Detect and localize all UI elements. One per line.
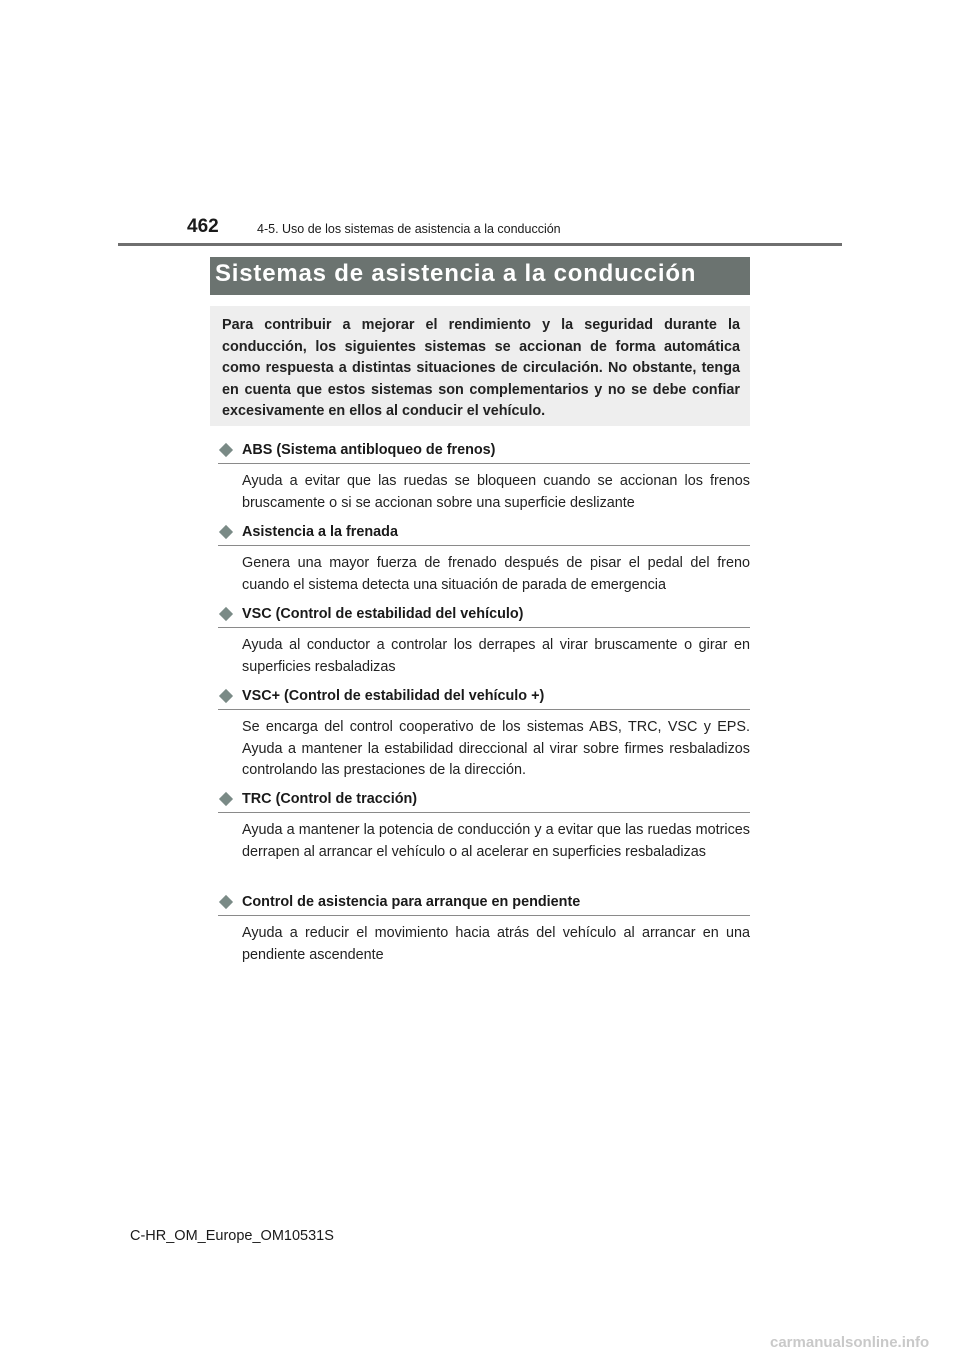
- feature-trc: [218, 790, 750, 863]
- feature-title: ABS (Sistema antibloqueo de frenos): [242, 442, 496, 458]
- feature-title: Control de asistencia para arranque en pendiente: [242, 894, 581, 910]
- feature-heading: [218, 790, 750, 813]
- feature-title: Asistencia a la frenada: [242, 524, 398, 540]
- feature-vsc: [218, 605, 750, 678]
- diamond-icon: [219, 792, 233, 806]
- feature-description: Ayuda al conductor a controlar los derrapes al virar bruscamente o girar en superficies resbaladizas: [242, 637, 750, 675]
- header-divider: [118, 243, 842, 246]
- section-banner: [210, 257, 750, 295]
- feature-description: Se encarga del control cooperativo de los sistemas ABS, TRC, VSC y EPS. Ayuda a mantener la estabilidad direccional al virar sobre firmes resbaladizos controlando las prestaciones de la dirección.: [242, 719, 750, 778]
- feature-title: VSC (Control de estabilidad del vehículo): [242, 606, 524, 622]
- feature-description: Ayuda a mantener la potencia de conducción y a evitar que las ruedas motrices derrapen al arrancar el vehículo o al acelerar en superficies resbaladizas: [242, 822, 750, 860]
- diamond-icon: [219, 607, 233, 621]
- watermark-logo: carmanualsonline.info: [770, 1334, 930, 1351]
- diamond-icon: [219, 443, 233, 457]
- feature-abs: [218, 441, 750, 514]
- feature-heading: [218, 441, 750, 464]
- feature-vsc-plus: [218, 687, 750, 782]
- feature-description: Genera una mayor fuerza de frenado después de pisar el pedal del freno cuando el sistema detecta una situación de parada de emergencia: [242, 555, 750, 593]
- footer-document-id: C-HR_OM_Europe_OM10531S: [130, 1228, 334, 1244]
- feature-description: Ayuda a reducir el movimiento hacia atrás del vehículo al arrancar en una pendiente ascendente: [242, 925, 750, 963]
- feature-title: TRC (Control de tracción): [242, 791, 418, 807]
- intro-text: Para contribuir a mejorar el rendimiento y la seguridad durante la conducción, los siguientes sistemas se accionan de forma automática como respuesta a distintas situaciones de circulación. No obstante, tenga en cuenta que estos sistemas son complementarios y no se debe confiar excesivamente en ellos al conducir el vehículo.: [222, 317, 740, 419]
- feature-heading: [218, 687, 750, 710]
- feature-heading: [218, 523, 750, 546]
- feature-brake-assist: [218, 523, 750, 596]
- feature-heading: [218, 605, 750, 628]
- diamond-icon: [219, 689, 233, 703]
- feature-heading: [218, 893, 750, 916]
- chapter-title: 4-5. Uso de los sistemas de asistencia a la conducción: [257, 222, 561, 236]
- section-title: Sistemas de asistencia a la conducción: [215, 260, 697, 287]
- feature-title: VSC+ (Control de estabilidad del vehículo +): [242, 688, 545, 704]
- page-number: 462: [187, 216, 219, 237]
- intro-box: [210, 306, 750, 426]
- diamond-icon: [219, 525, 233, 539]
- feature-hill-start-assist: [218, 893, 750, 966]
- diamond-icon: [219, 895, 233, 909]
- feature-description: Ayuda a evitar que las ruedas se bloqueen cuando se accionan los frenos bruscamente o si se accionan sobre una superficie deslizante: [242, 473, 750, 511]
